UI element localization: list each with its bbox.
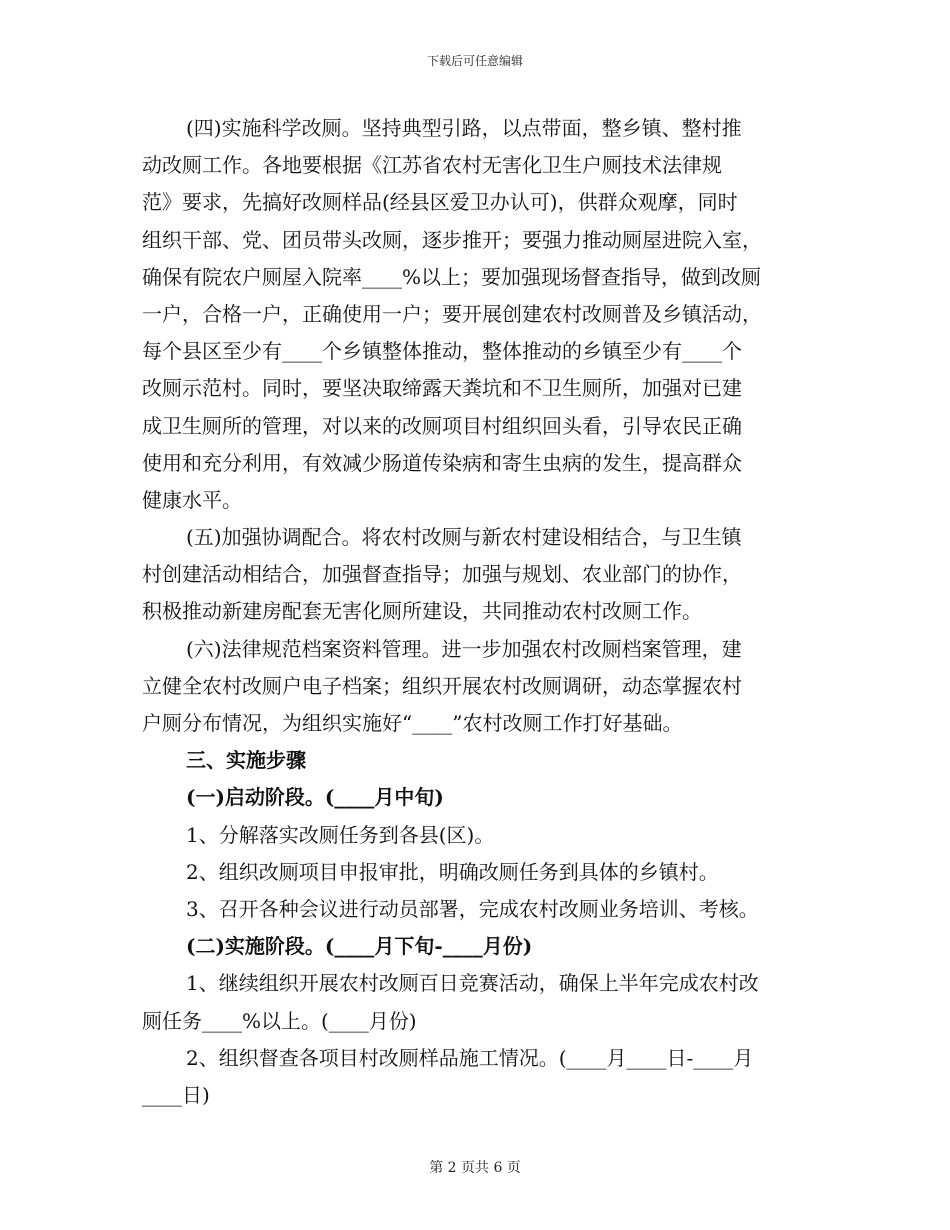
paragraph-six xyxy=(142,631,812,743)
stage2-item xyxy=(142,965,812,1039)
text-line: 厕任务____%以上。(____月份) xyxy=(142,1008,417,1033)
stage1-item: 2、组织改厕项目申报审批，明确改厕任务到具体的乡镇村。 xyxy=(186,859,719,884)
text-line: 2、组织督查各项目村改厕样品施工情况。(____月____日-____月 xyxy=(186,1045,754,1070)
text-line: ____日) xyxy=(142,1082,210,1107)
page-header: 下载后可任意编辑 xyxy=(426,54,523,68)
text-line: 成卫生厕所的管理，对以来的改厕项目村组织回头看，引导农民正确 xyxy=(142,413,742,438)
text-line: 健康水平。 xyxy=(142,487,242,512)
text-line: (五)加强协调配合。将农村改厕与新农村建设相结合，与卫生镇 xyxy=(186,525,742,550)
stage1-item: 3、召开各种会议进行动员部署，完成农村改厕业务培训、考核。 xyxy=(186,896,759,921)
text-line: (四)实施科学改厕。坚持典型引路，以点带面，整乡镇、整村推 xyxy=(186,116,742,140)
text-line: 户厕分布情况，为组织实施好“____”农村改厕工作打好基础。 xyxy=(142,711,683,735)
text-line: 确保有院农户厕屋入院率____%以上；要加强现场督查指导，做到改厕 xyxy=(142,264,762,289)
text-line: 动改厕工作。各地要根据《江苏省农村无害化卫生户厕技术法律规 xyxy=(142,153,722,178)
text-line: 1、继续组织开展农村改厕百日竞赛活动，确保上半年完成农村改 xyxy=(186,971,759,996)
stage1-item: 1、分解落实改厕任务到各县(区)。 xyxy=(186,822,495,847)
text-line: 积极推动新建房配套无害化厕所建设，共同推动农村改厕工作。 xyxy=(142,599,702,624)
stage1-title: (一)启动阶段。(____月中旬) xyxy=(186,785,444,810)
text-line: (六)法律规范档案资料管理。进一步加强农村改厕档案管理，建 xyxy=(186,636,742,661)
text-line: 村创建活动相结合，加强督查指导；加强与规划、农业部门的协作， xyxy=(142,562,742,587)
text-line: 范》要求，先搞好改厕样品(经县区爱卫办认可)，供群众观摩，同时 xyxy=(142,190,738,215)
paragraph-four xyxy=(142,110,812,519)
text-line: 改厕示范村。同时，要坚决取缔露天粪坑和不卫生厕所，加强对已建 xyxy=(142,376,742,401)
stage2-item xyxy=(142,1040,812,1114)
stage2-title: (二)实施阶段。(____月下旬-____月份) xyxy=(186,934,533,959)
document-body xyxy=(142,110,812,1114)
section-title: 三、实施步骤 xyxy=(186,748,306,773)
text-line: 立健全农村改厕户电子档案；组织开展农村改厕调研，动态掌握农村 xyxy=(142,673,742,698)
text-line: 一户，合格一户，正确使用一户；要开展创建农村改厕普及乡镇活动， xyxy=(142,301,762,326)
page-footer: 第 2 页共 6 页 xyxy=(429,1160,521,1176)
text-line: 每个县区至少有____个乡镇整体推动，整体推动的乡镇至少有____个 xyxy=(142,339,742,364)
text-line: 组织干部、党、团员带头改厕，逐步推开；要强力推动厕屋进院入室， xyxy=(142,227,762,252)
paragraph-five xyxy=(142,519,812,631)
text-line: 使用和充分利用，有效减少肠道传染病和寄生虫病的发生，提高群众 xyxy=(142,450,742,475)
